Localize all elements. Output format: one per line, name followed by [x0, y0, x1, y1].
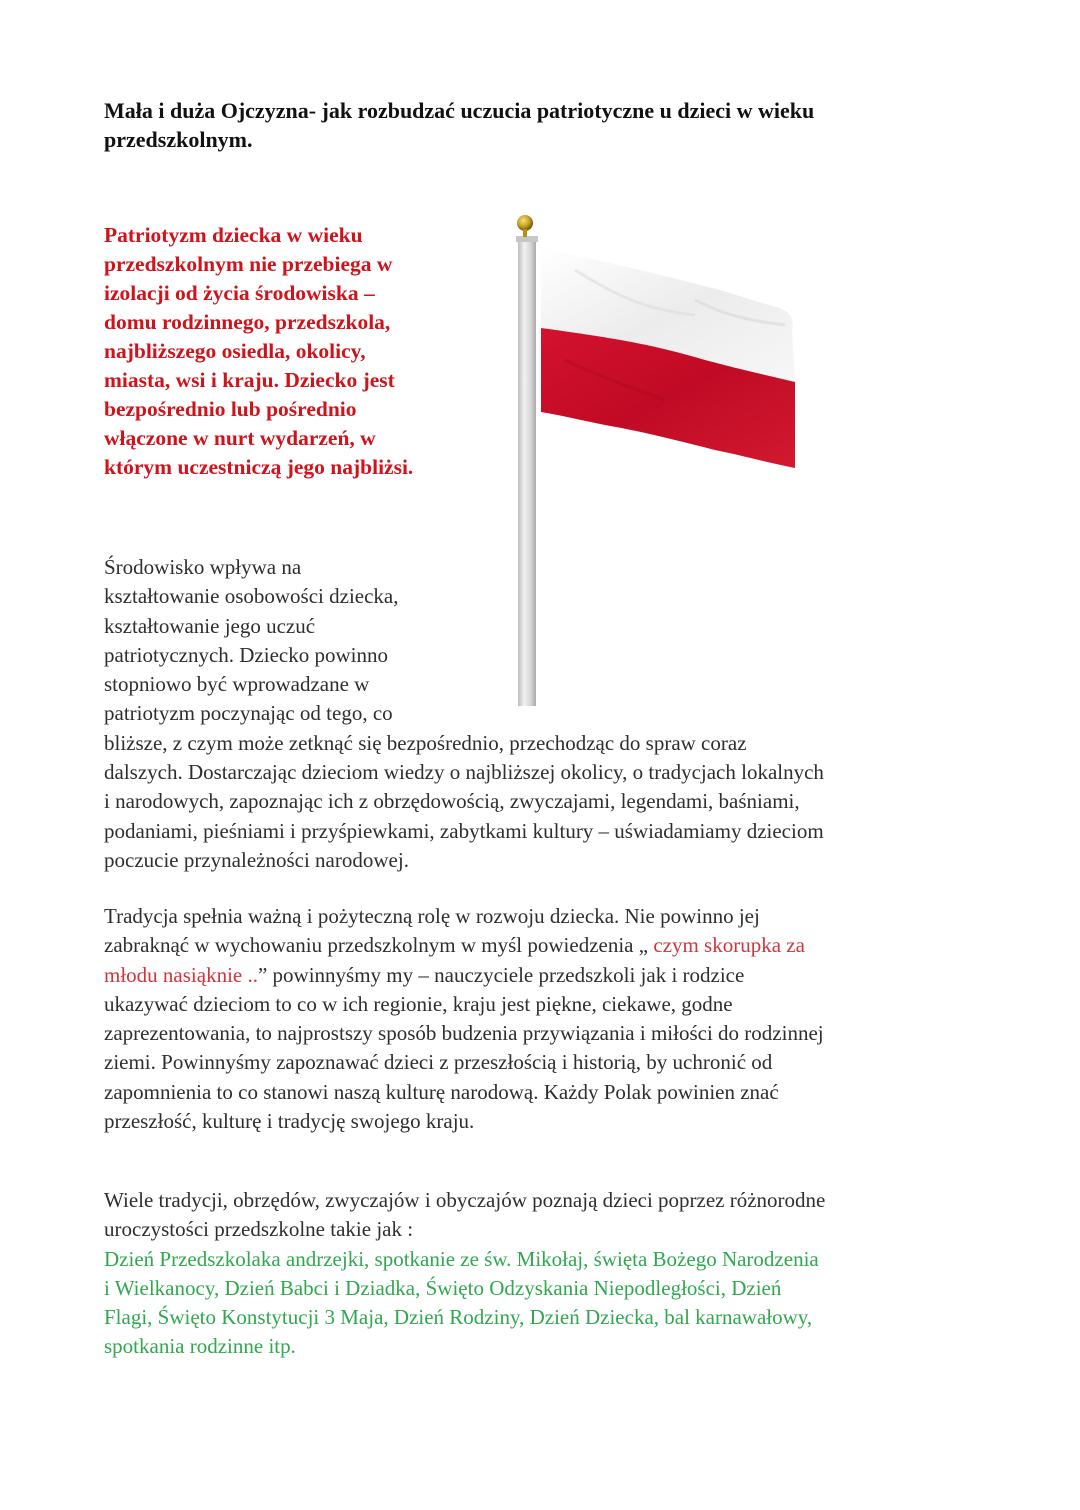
- text-line: kształtowanie osobowości dziecka,: [104, 584, 399, 609]
- celebrations-list-line: Dzień Przedszkolaka andrzejki, spotkanie ze św. Mikołaj, święta Bożego Narodzenia: [104, 1246, 819, 1271]
- paragraph-celebrations: [104, 1186, 984, 1362]
- intro-line: izolacji od życia środowiska –: [104, 281, 375, 305]
- document-title: Mała i duża Ojczyzna- jak rozbudzać uczucia patriotyczne u dzieci w wieku przedszkolnym.: [104, 98, 815, 152]
- text-line: Środowisko wpływa na: [104, 555, 302, 579]
- celebrations-list-line: Flagi, Święto Konstytucji 3 Maja, Dzień Rodziny, Dzień Dziecka, bal karnawałowy,: [104, 1305, 813, 1330]
- text-line: [104, 961, 984, 990]
- text-line: ziemi. Powinnyśmy zapoznawać dzieci z przeszłością i historią, by uchronić od: [104, 1050, 773, 1075]
- text-line: patriotycznych. Dziecko powinno: [104, 642, 388, 667]
- paragraph-environment: [104, 553, 984, 875]
- intro-line: Patriotyzm dziecka w wieku: [104, 223, 363, 247]
- pole-finial: [517, 215, 533, 231]
- intro-line: miasta, wsi i kraju. Dziecko jest: [104, 368, 395, 392]
- text-line: kształtowanie jego uczuć: [104, 613, 316, 638]
- text-line: ukazywać dzieciom to co w ich regionie, kraju jest piękne, ciekawe, godne: [104, 991, 733, 1016]
- intro-line: najbliższego osiedla, okolicy,: [104, 339, 366, 363]
- proverb-quote: młodu nasiąknie ..: [104, 962, 258, 987]
- intro-line: domu rodzinnego, przedszkola,: [104, 310, 391, 334]
- text-line: patriotyzm poczynając od tego, co: [104, 701, 393, 726]
- text-line: i narodowych, zapoznając ich z obrzędowością, zwyczajami, legendami, baśniami,: [104, 789, 800, 814]
- celebrations-list-line: i Wielkanocy, Dzień Babci i Dziadka, Święto Odzyskania Niepodległości, Dzień: [104, 1275, 782, 1300]
- text-line: dalszych. Dostarczając dzieciom wiedzy o najbliższej okolicy, o tradycjach lokalnych: [104, 760, 824, 785]
- intro-red-paragraph: [104, 221, 484, 482]
- text-line: Tradycja spełnia ważną i pożyteczną rolę w rozwoju dziecka. Nie powinno jej: [104, 904, 760, 928]
- paragraph-tradition: [104, 902, 984, 1136]
- text-segment: ” powinnyśmy my – nauczyciele przedszkoli jak i rodzice: [257, 962, 745, 987]
- text-segment: zabraknąć w wychowaniu przedszkolnym w myśl powiedzenia „: [104, 933, 649, 958]
- intro-line: którym uczestniczą jego najbliżsi.: [104, 455, 414, 479]
- text-line: [104, 931, 984, 960]
- text-line: zapomnienia to co stanowi naszą kulturę narodową. Każdy Polak powinien znać: [104, 1079, 779, 1104]
- text-line: stopniowo być wprowadzane w: [104, 672, 370, 697]
- text-line: podaniami, pieśniami i przyśpiewkami, zabytkami kultury – uświadamiamy dzieciom: [104, 818, 824, 843]
- intro-line: bezpośrednio lub pośrednio: [104, 397, 357, 421]
- text-line: Wiele tradycji, obrzędów, zwyczajów i obyczajów poznają dzieci poprzez różnorodne: [104, 1188, 826, 1212]
- intro-line: przedszkolnym nie przebiega w: [104, 252, 393, 276]
- text-line: przeszłość, kulturę i tradycję swojego kraju.: [104, 1109, 475, 1134]
- text-line: bliższe, z czym może zetknąć się bezpośrednio, przechodząc do spraw coraz: [104, 730, 747, 755]
- text-line: zaprezentowania, to najprostszy sposób budzenia przywiązania i miłości do rodzinnej: [104, 1021, 824, 1046]
- celebrations-list-line: spotkania rodzinne itp.: [104, 1334, 296, 1359]
- text-line: uroczystości przedszkolne takie jak :: [104, 1217, 414, 1242]
- text-line: poczucie przynależności narodowej.: [104, 847, 409, 872]
- proverb-quote: czym skorupka za: [648, 933, 805, 958]
- intro-line: włączone w nurt wydarzeń, w: [104, 426, 376, 450]
